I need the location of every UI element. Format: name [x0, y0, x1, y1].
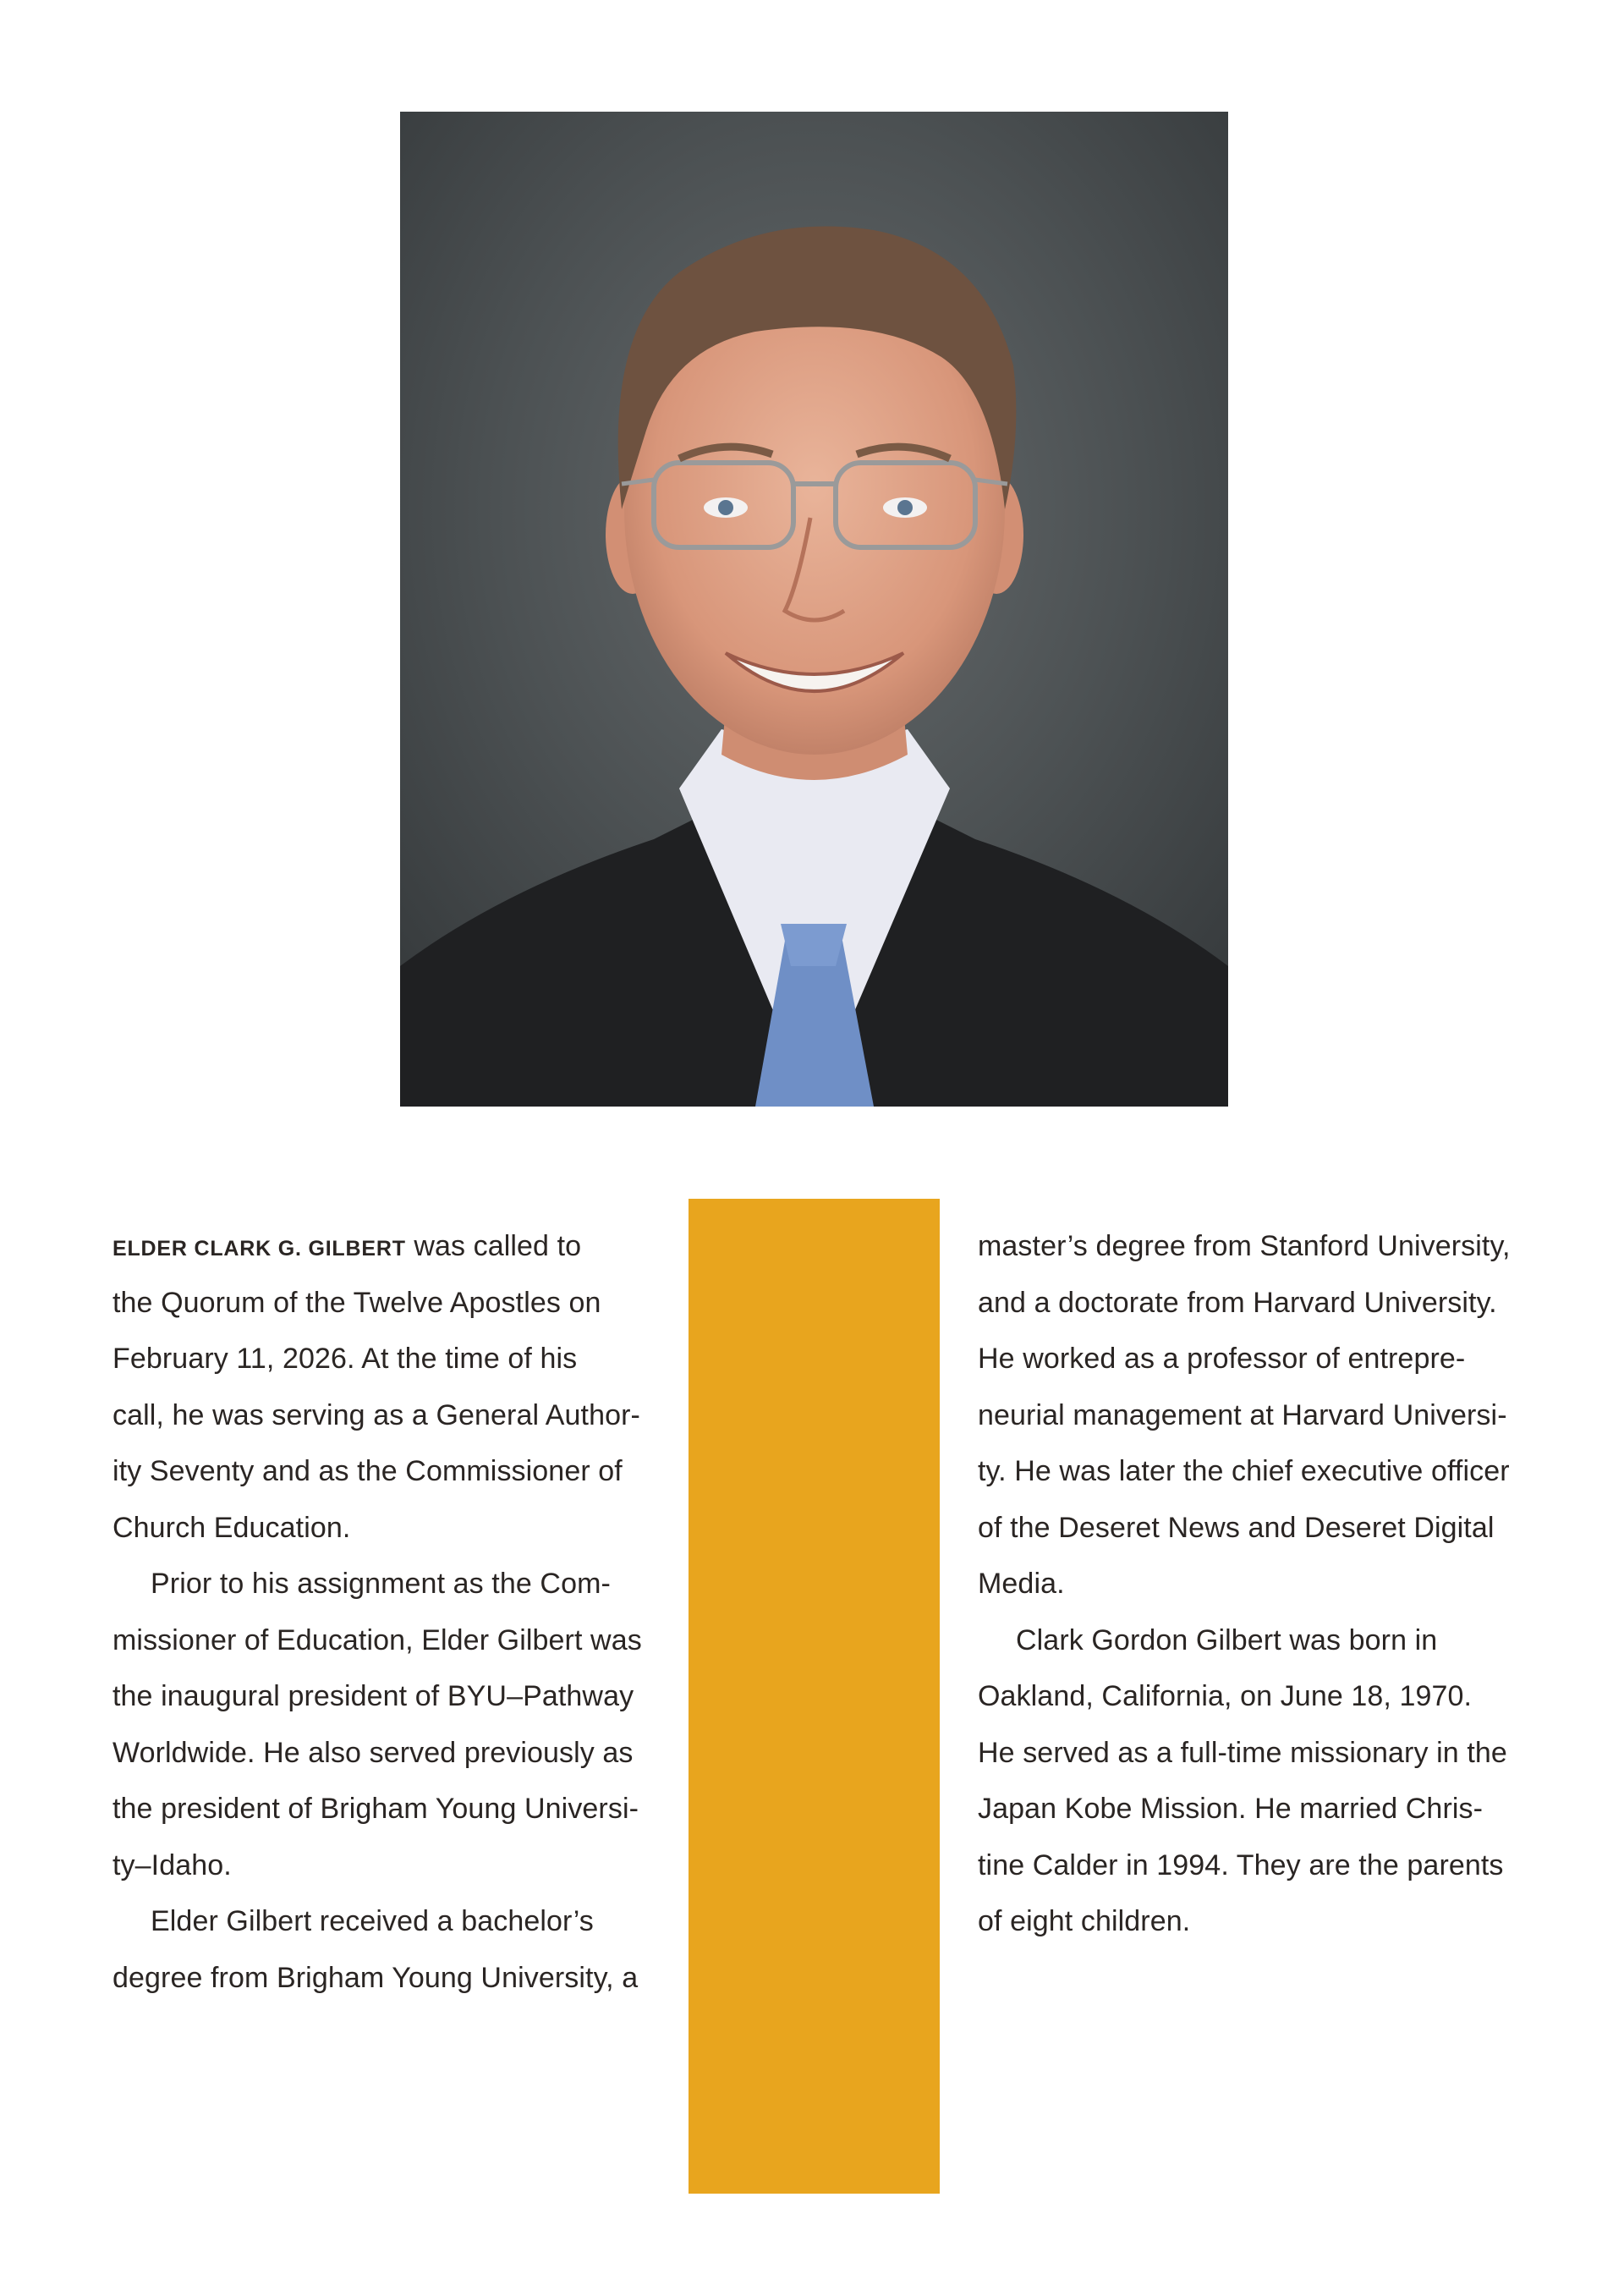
paragraph-start-line: Clark Gordon Gilbert was born in	[1016, 1623, 1438, 1656]
article-text: was called to	[414, 1230, 582, 1262]
article-line: and a doctorate from Harvard University.	[978, 1286, 1497, 1319]
article-line: Worldwide. He also served previously as	[112, 1736, 634, 1769]
article-line: He worked as a professor of entrepre-	[978, 1343, 1466, 1375]
article-line: neurial management at Harvard Universi-	[978, 1398, 1507, 1431]
article-left-column	[112, 1218, 654, 2006]
paragraph-start-line: Prior to his assignment as the Com-	[151, 1568, 611, 1600]
accent-bar	[689, 1199, 940, 2194]
article-line: the president of Brigham Young Universi-	[112, 1793, 639, 1825]
paragraph-start-line: Elder Gilbert received a bachelor’s	[151, 1905, 594, 1937]
article-line: missioner of Education, Elder Gilbert was	[112, 1623, 642, 1656]
portrait-illustration	[400, 112, 1228, 1107]
article-line	[112, 1218, 654, 1275]
article-line: ty. He was later the chief executive officer	[978, 1455, 1510, 1487]
article-line: Oakland, California, on June 18, 1970.	[978, 1680, 1473, 1712]
article-line: February 11, 2026. At the time of his	[112, 1343, 578, 1375]
article-line: Japan Kobe Mission. He married Chris-	[978, 1793, 1484, 1825]
article-line: degree from Brigham Young University, a	[112, 1961, 639, 1994]
article-line: He served as a full-time missionary in the	[978, 1736, 1507, 1769]
article-line: the inaugural president of BYU–Pathway	[112, 1680, 634, 1712]
article-line: ity Seventy and as the Commissioner of	[112, 1455, 623, 1487]
article-line: tine Calder in 1994. They are the parents	[978, 1848, 1504, 1881]
article-line: call, he was serving as a General Author-	[112, 1398, 640, 1431]
article-line: of the Deseret News and Deseret Digital	[978, 1511, 1495, 1544]
article-line: ty–Idaho.	[112, 1848, 232, 1881]
article-line: Media.	[978, 1568, 1065, 1600]
lead-name: ELDER CLARK G. GILBERT	[112, 1237, 406, 1261]
portrait-photo	[400, 112, 1228, 1107]
article-line: Church Education.	[112, 1511, 351, 1544]
article-line: of eight children.	[978, 1905, 1191, 1937]
article-line: master’s degree from Stanford University,	[978, 1230, 1511, 1262]
article-right-column	[978, 1218, 1519, 1950]
article-line: the Quorum of the Twelve Apostles on	[112, 1286, 601, 1319]
